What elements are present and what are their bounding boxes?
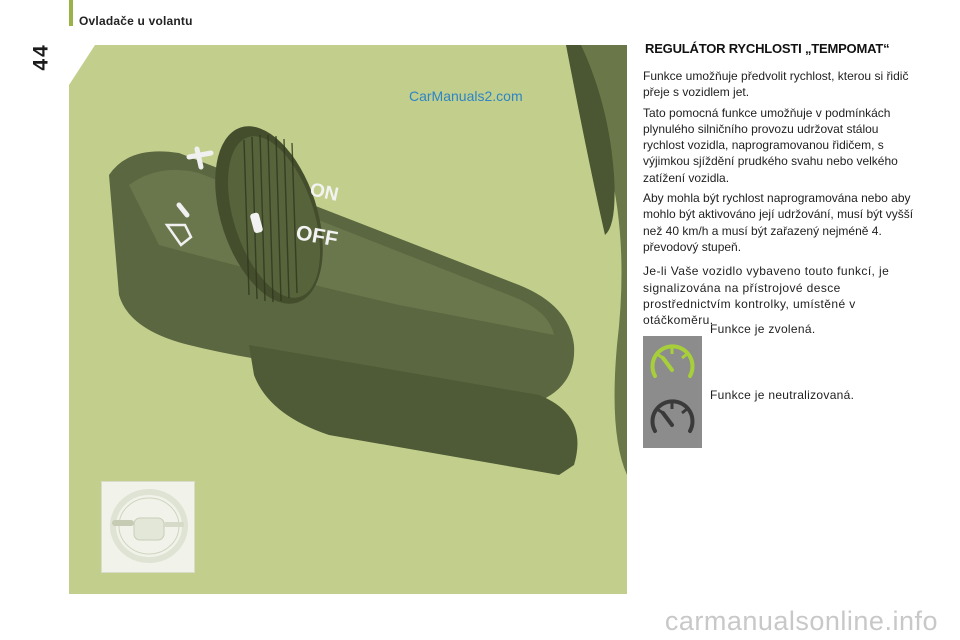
paragraph-description: Tato pomocná funkce umožňuje v podmínkách plynulého silničního provozu udržovat stálou rychlost vozidla, naprogramovanou řidičem, s výjimkou sjíždění prudkého svahu nebo velkého zatížení vozidla. [643, 105, 898, 185]
section-title: Ovladače u volantu [79, 14, 193, 28]
paragraph-intro: Funkce umožňuje předvolit rychlost, kterou si řidič přeje s vozidlem jet. [643, 69, 909, 100]
indicator-active-row [643, 322, 933, 382]
indicator-neutral-row [643, 388, 933, 448]
indicator-active-text: Funkce je zvolená. [710, 322, 816, 336]
speedometer-neutral-icon [643, 391, 702, 448]
section-marker-bar [69, 0, 73, 26]
steering-wheel-thumbnail [101, 481, 195, 573]
footer-watermark: carmanualsonline.info [664, 606, 938, 636]
illustration-watermark: CarManuals2.com [409, 88, 523, 104]
on-label: ON [307, 179, 341, 206]
page-number: 44 [29, 43, 53, 71]
indicator-neutral-text: Funkce je neutralizovaná. [710, 388, 855, 402]
section-heading: REGULÁTOR RYCHLOSTI „TEMPOMAT“ [645, 41, 890, 56]
steering-wheel-icon [102, 482, 194, 572]
text-column [643, 41, 919, 332]
speedometer-active-icon [643, 336, 702, 393]
paragraph-conditions: Aby mohla být rychlost naprogramována nebo aby mohlo být aktivováno její udržování, musí být vyšší než 40 km/h a musí být zařazený nejméně 4. převodový stupeň. [643, 191, 914, 254]
paragraph-indicator: Je-li Vaše vozidlo vybaveno touto funkcí, je signalizována na přístrojové desce prostřednictvím kontrolky, umístěné v otáčkoměru. [643, 264, 890, 328]
off-label: OFF [294, 221, 340, 252]
